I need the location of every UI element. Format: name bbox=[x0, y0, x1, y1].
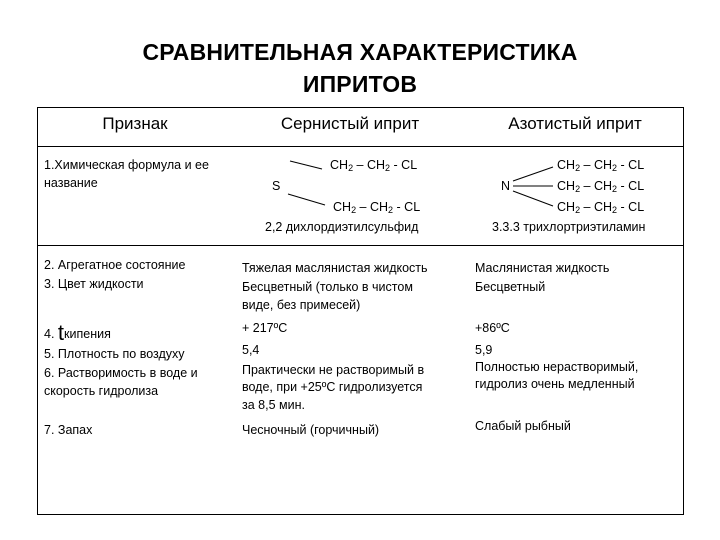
nitrogen-upper-bond bbox=[513, 167, 553, 181]
nitrogen-color: Бесцветный bbox=[475, 280, 546, 294]
nitrogen-aggregate: Маслянистая жидкость bbox=[475, 261, 610, 275]
sulfur-solubility-line-3: за 8,5 мин. bbox=[242, 398, 305, 412]
nitrogen-lower-bond bbox=[513, 191, 553, 206]
solubility-sign-line-2: скорость гидролиза bbox=[44, 384, 159, 398]
sulfur-chemical-name: 2,2 дихлордиэтилсульфид bbox=[265, 220, 419, 234]
color-sign: 3. Цвет жидкости bbox=[44, 277, 144, 291]
density-sign: 5. Плотность по воздуху bbox=[44, 347, 185, 361]
sulfur-density: 5,4 bbox=[242, 343, 260, 357]
sulfur-atom: S bbox=[272, 179, 281, 193]
sulfur-upper-bond bbox=[290, 161, 322, 169]
nitrogen-chemical-name: 3.3.3 трихлортриэтиламин bbox=[492, 220, 646, 234]
nitrogen-boiling: +86ºС bbox=[475, 321, 510, 335]
nitrogen-formula-3: $CH_2 - CH_2$ - CL bbox=[557, 200, 645, 215]
sulfur-formula-top: $CH_2 - CH_2$ - CL bbox=[330, 158, 418, 173]
header-sign: Признак bbox=[102, 114, 168, 133]
formula-sign-line-2: название bbox=[44, 176, 98, 190]
nitrogen-formula-2: $CH_2 - CH_2$ - CL bbox=[557, 179, 645, 194]
nitrogen-smell: Слабый рыбный bbox=[475, 419, 571, 433]
smell-sign: 7. Запах bbox=[44, 423, 93, 437]
sulfur-lower-bond bbox=[288, 194, 325, 205]
sulfur-color-line-1: Бесцветный (только в чистом bbox=[242, 280, 413, 294]
solubility-sign-line-1: 6. Растворимость в воде и bbox=[44, 366, 198, 380]
nitrogen-atom: N bbox=[501, 179, 511, 193]
formula-sign-line-1: 1.Химическая формула и ее bbox=[44, 158, 209, 172]
sulfur-solubility-line-2: воде, при +25ºС гидролизуется bbox=[242, 380, 423, 394]
nitrogen-density: 5,9 bbox=[475, 343, 493, 357]
title-line-2: ИПРИТОВ bbox=[302, 71, 418, 97]
sulfur-formula-bottom: $CH_2 - CH_2$ - CL bbox=[333, 200, 421, 215]
sulfur-smell: Чесночный (горчичный) bbox=[242, 423, 380, 437]
aggregate-sign: 2. Агрегатное состояние bbox=[44, 258, 186, 272]
nitrogen-solubility-line-1: Полностью нерастворимый, bbox=[475, 360, 639, 374]
nitrogen-formula-1: $CH_2 - CH_2$ - CL bbox=[557, 158, 645, 173]
header-sulfur-mustard: Сернистый иприт bbox=[280, 114, 420, 133]
sulfur-solubility-line-1: Практически не растворимый в bbox=[242, 363, 425, 377]
sulfur-boiling: + 217ºС bbox=[242, 321, 288, 335]
nitrogen-solubility-line-2: гидролиз очень медленный bbox=[475, 377, 635, 391]
sulfur-color-line-2: виде, без примесей) bbox=[242, 298, 361, 312]
header-nitrogen-mustard: Азотистый иприт bbox=[508, 114, 642, 133]
sulfur-aggregate: Тяжелая маслянистая жидкость bbox=[242, 261, 428, 275]
title-line-1: СРАВНИТЕЛЬНАЯ ХАРАКТЕРИСТИКА bbox=[142, 39, 578, 65]
boiling-sign: 4. tкипения bbox=[44, 320, 111, 345]
